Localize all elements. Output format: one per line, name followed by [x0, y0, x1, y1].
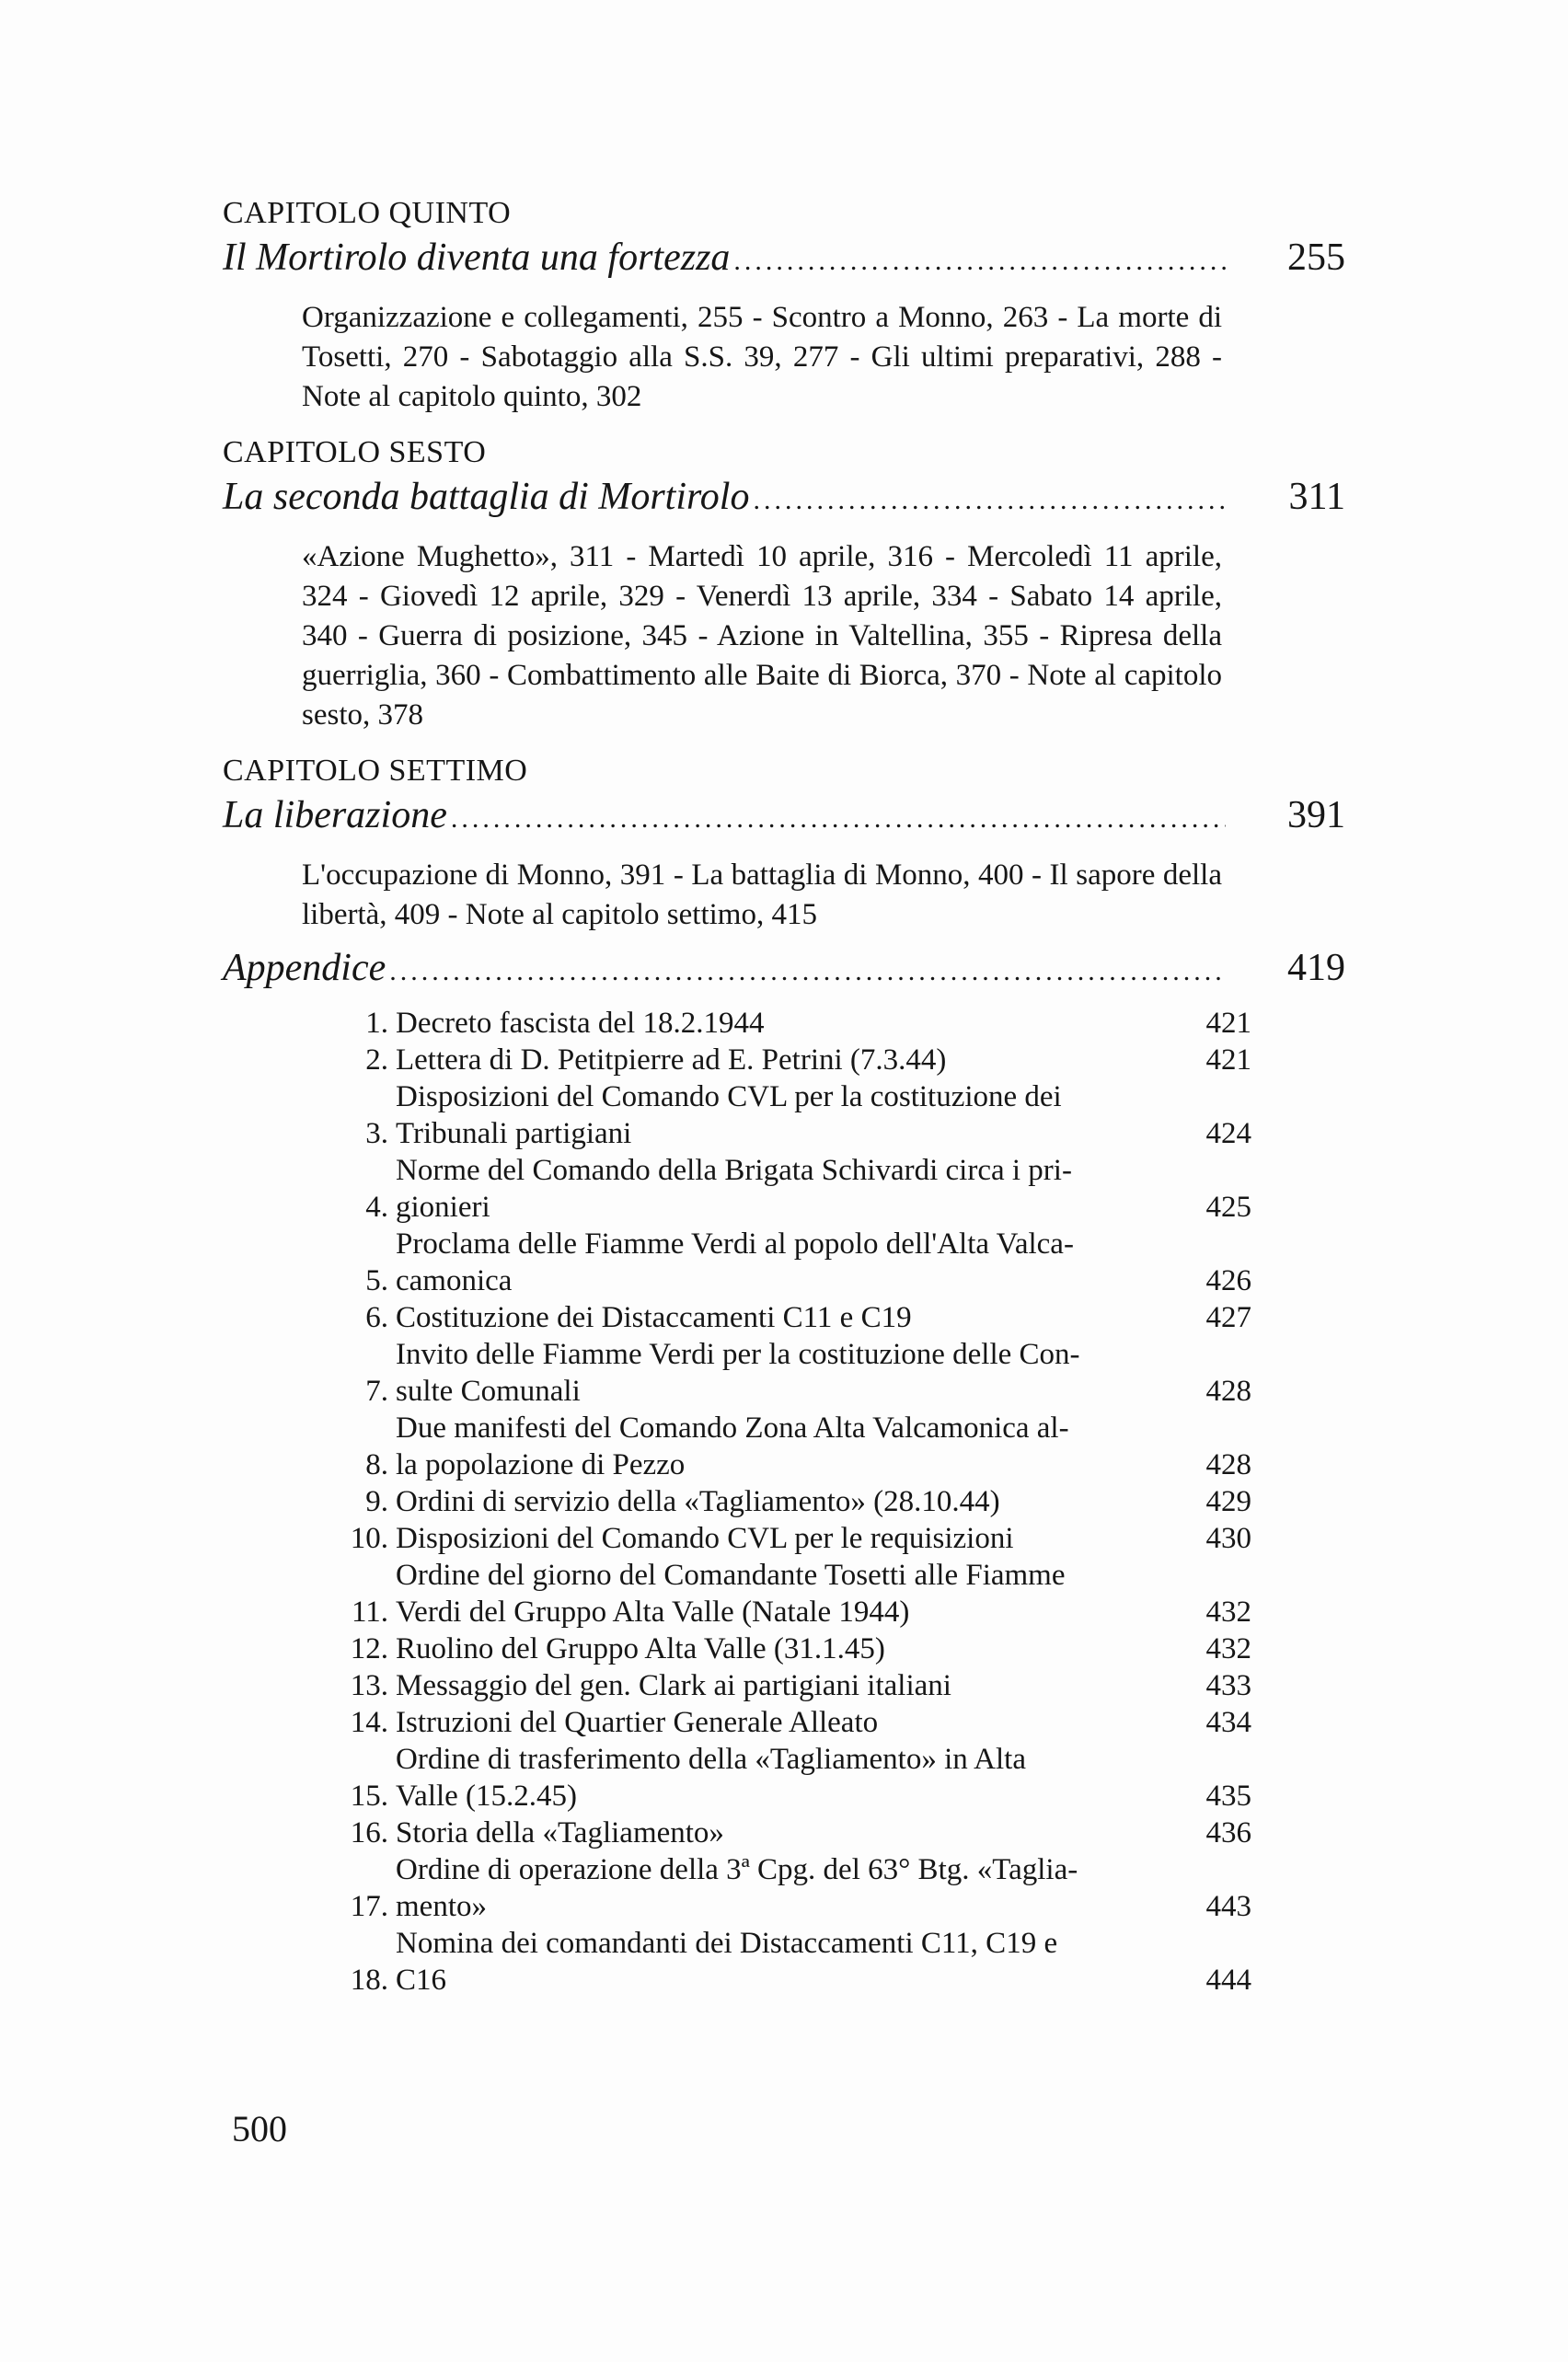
appendix-item-title	[396, 1741, 1150, 1815]
appendix-item-page: 430	[1205, 1522, 1251, 1555]
chapter-title-row	[223, 234, 1345, 285]
appendix-item-page: 421	[1205, 1043, 1251, 1077]
appendix-page: 419	[1287, 947, 1345, 989]
appendix-item	[223, 1815, 1345, 1851]
appendix-title: Appendice	[223, 947, 386, 989]
appendix-item-number: 5.	[365, 1264, 388, 1297]
appendix-item-title-continuation: Tribunali partigiani	[396, 1117, 632, 1150]
appendix-item-number: 11.	[351, 1596, 388, 1629]
appendix-item-page: 426	[1205, 1264, 1251, 1297]
chapter-summary: L'occupazione di Monno, 391 - La battaglia di Monno, 400 - Il sapore della libertà, 409 - Note al capitolo settimo, 415	[302, 858, 1222, 931]
appendix-item	[223, 1336, 1345, 1410]
chapter-6	[223, 434, 1345, 735]
appendix-item-title-line: Ordini di servizio della «Tagliamento» (28.10.44)	[396, 1485, 1000, 1518]
appendix-item-title	[396, 1520, 1150, 1557]
appendix-item	[223, 1042, 1345, 1078]
appendix-title-row	[223, 944, 1345, 996]
chapter-page: 391	[1287, 794, 1345, 836]
chapter-summary: Organizzazione e collegamenti, 255 - Scontro a Monno, 263 - La morte di Tosetti, 270 - Sabotaggio alla S.S. 39, 277 - Gli ultimi preparativi, 288 - Note al capitolo quinto, 302	[302, 301, 1222, 413]
appendix-item-number: 3.	[365, 1117, 388, 1150]
appendix-item-title-line: Ordine di trasferimento della «Tagliamento» in Alta	[396, 1743, 1026, 1776]
dot-leader	[753, 477, 1226, 524]
appendix-item-title-line: Messaggio del gen. Clark ai partigiani italiani	[396, 1669, 951, 1702]
appendix-item-number: 1.	[365, 1007, 388, 1040]
chapter-label: CAPITOLO SETTIMO	[223, 754, 528, 788]
appendix-item-page: 432	[1205, 1596, 1251, 1629]
appendix-item-title	[396, 1152, 1150, 1226]
appendix-item-number: 15.	[350, 1780, 388, 1813]
appendix-item-title-continuation: sulte Comunali	[396, 1375, 581, 1408]
appendix-item-title	[396, 1005, 1150, 1042]
appendix-item-title	[396, 1226, 1150, 1299]
appendix-item-title	[396, 1557, 1150, 1630]
appendix-item-number: 4.	[365, 1191, 388, 1224]
appendix-item-page: 432	[1205, 1632, 1251, 1665]
appendix-item-title-line: Costituzione dei Distaccamenti C11 e C19	[396, 1301, 912, 1334]
appendix-item-number: 6.	[365, 1301, 388, 1334]
chapter-summary: «Azione Mughetto», 311 - Martedì 10 aprile, 316 - Mercoledì 11 aprile, 324 - Giovedì 12 aprile, 329 - Venerdì 13 aprile, 334 - Sabato 14 aprile, 340 - Guerra di posizione, 345 - Azione in Valtellina, 355 - Ripresa della guerriglia, 360 - Combattimento alle Baite di Biorca, 370 - Note al capitolo sesto, 378	[302, 540, 1222, 732]
appendix-item-title-line: Disposizioni del Comando CVL per la costituzione dei	[396, 1080, 1062, 1113]
chapter-7	[223, 753, 1345, 935]
appendix-item-title-line: Ordine del giorno del Comandante Tosetti alle Fiamme	[396, 1559, 1066, 1592]
appendix-item-title-continuation: camonica	[396, 1264, 513, 1297]
appendix-item-page: 428	[1205, 1375, 1251, 1408]
appendix-item-number: 12.	[350, 1632, 388, 1665]
appendix-item-number: 7.	[365, 1375, 388, 1408]
appendix-item-title	[396, 1851, 1150, 1925]
appendix-item-title	[396, 1667, 1150, 1704]
appendix-item-page: 443	[1205, 1890, 1251, 1923]
appendix-item-title-line: Istruzioni del Quartier Generale Alleato	[396, 1706, 879, 1739]
appendix-item-title	[396, 1815, 1150, 1851]
appendix-item-number: 9.	[365, 1485, 388, 1518]
page-number: 500	[232, 2108, 287, 2149]
appendix-item-page: 424	[1205, 1117, 1251, 1150]
chapter-title: Il Mortirolo diventa una fortezza	[223, 236, 731, 279]
appendix-item-title-continuation: gionieri	[396, 1191, 490, 1224]
appendix-item-title	[396, 1925, 1150, 1999]
appendix-item-title	[396, 1630, 1150, 1667]
appendix-item	[223, 1078, 1345, 1152]
appendix-item-title-line: Ordine di operazione della 3ª Cpg. del 63° Btg. «Taglia-	[396, 1853, 1078, 1886]
appendix-item-title-continuation: mento»	[396, 1890, 487, 1923]
appendix-item-page: 435	[1205, 1780, 1251, 1813]
appendix-item-title	[396, 1704, 1150, 1741]
chapter-title-row	[223, 473, 1345, 524]
appendix-item-number: 16.	[350, 1816, 388, 1849]
appendix-item-title-continuation: Valle (15.2.45)	[396, 1780, 578, 1813]
appendix-item-number: 8.	[365, 1448, 388, 1481]
appendix-item-title	[396, 1299, 1150, 1336]
appendix-item-number: 17.	[350, 1890, 388, 1923]
dot-leader	[451, 795, 1226, 843]
appendix-item-page: 427	[1205, 1301, 1251, 1334]
appendix-item-title	[396, 1042, 1150, 1078]
appendix-heading	[223, 942, 1345, 996]
appendix-item-page: 425	[1205, 1191, 1251, 1224]
dot-leader	[733, 237, 1226, 285]
appendix-item-title-continuation: Verdi del Gruppo Alta Valle (Natale 1944)	[396, 1596, 910, 1629]
chapter-label: CAPITOLO QUINTO	[223, 196, 512, 230]
appendix-item	[223, 1483, 1345, 1520]
chapter-label: CAPITOLO SESTO	[223, 435, 487, 469]
appendix-item-title-line: Decreto fascista del 18.2.1944	[396, 1007, 765, 1040]
appendix-item	[223, 1630, 1345, 1667]
appendix-item-title-line: Lettera di D. Petitpierre ad E. Petrini (7.3.44)	[396, 1043, 947, 1077]
appendix-item	[223, 1005, 1345, 1042]
appendix-list	[223, 1005, 1345, 1999]
appendix-item-page: 444	[1205, 1964, 1251, 1997]
appendix-item	[223, 1299, 1345, 1336]
chapter-page: 255	[1287, 236, 1345, 279]
appendix-item-title-line: Ruolino del Gruppo Alta Valle (31.1.45)	[396, 1632, 885, 1665]
chapter-page: 311	[1288, 476, 1345, 518]
chapter-5	[223, 195, 1345, 417]
appendix-item-number: 10.	[350, 1522, 388, 1555]
appendix-item	[223, 1152, 1345, 1226]
appendix-item-title	[396, 1410, 1150, 1483]
appendix-item	[223, 1741, 1345, 1815]
appendix-item-page: 421	[1205, 1007, 1251, 1040]
appendix-item-number: 14.	[350, 1706, 388, 1739]
appendix-item	[223, 1520, 1345, 1557]
appendix-item-page: 428	[1205, 1448, 1251, 1481]
appendix-item	[223, 1667, 1345, 1704]
appendix-item-title	[396, 1078, 1150, 1152]
appendix-item-page: 436	[1205, 1816, 1251, 1849]
appendix-item-number: 18.	[350, 1964, 388, 1997]
toc-page	[223, 0, 1345, 2362]
appendix-item-title-line: Invito delle Fiamme Verdi per la costituzione delle Con-	[396, 1338, 1080, 1371]
appendix-item-title-line: Storia della «Tagliamento»	[396, 1816, 724, 1849]
appendix-item	[223, 1410, 1345, 1483]
appendix-item-number: 13.	[350, 1669, 388, 1702]
appendix-item-title-continuation: C16	[396, 1964, 447, 1997]
appendix-item-page: 433	[1205, 1669, 1251, 1702]
appendix-item-title	[396, 1483, 1150, 1520]
appendix-item	[223, 1557, 1345, 1630]
appendix-item-title-line: Disposizioni del Comando CVL per le requisizioni	[396, 1522, 1014, 1555]
appendix-item-title-line: Norme del Comando della Brigata Schivardi circa i pri-	[396, 1154, 1072, 1187]
chapter-title-row	[223, 791, 1345, 843]
appendix-item-title-continuation: la popolazione di Pezzo	[396, 1448, 686, 1481]
chapter-title: La seconda battaglia di Mortirolo	[223, 476, 750, 518]
appendix-item-title-line: Nomina dei comandanti dei Distaccamenti C11, C19 e	[396, 1927, 1058, 1960]
appendix-item	[223, 1851, 1345, 1925]
appendix-item-title-line: Proclama delle Fiamme Verdi al popolo dell'Alta Valca-	[396, 1227, 1074, 1261]
appendix-item	[223, 1925, 1345, 1999]
appendix-item-number: 2.	[365, 1043, 388, 1077]
appendix-item-page: 429	[1205, 1485, 1251, 1518]
dot-leader	[389, 948, 1226, 996]
appendix-item-title-line: Due manifesti del Comando Zona Alta Valcamonica al-	[396, 1411, 1069, 1445]
chapter-title: La liberazione	[223, 794, 447, 836]
appendix-item	[223, 1226, 1345, 1299]
appendix-item-page: 434	[1205, 1706, 1251, 1739]
appendix-item-title	[396, 1336, 1150, 1410]
appendix-item	[223, 1704, 1345, 1741]
